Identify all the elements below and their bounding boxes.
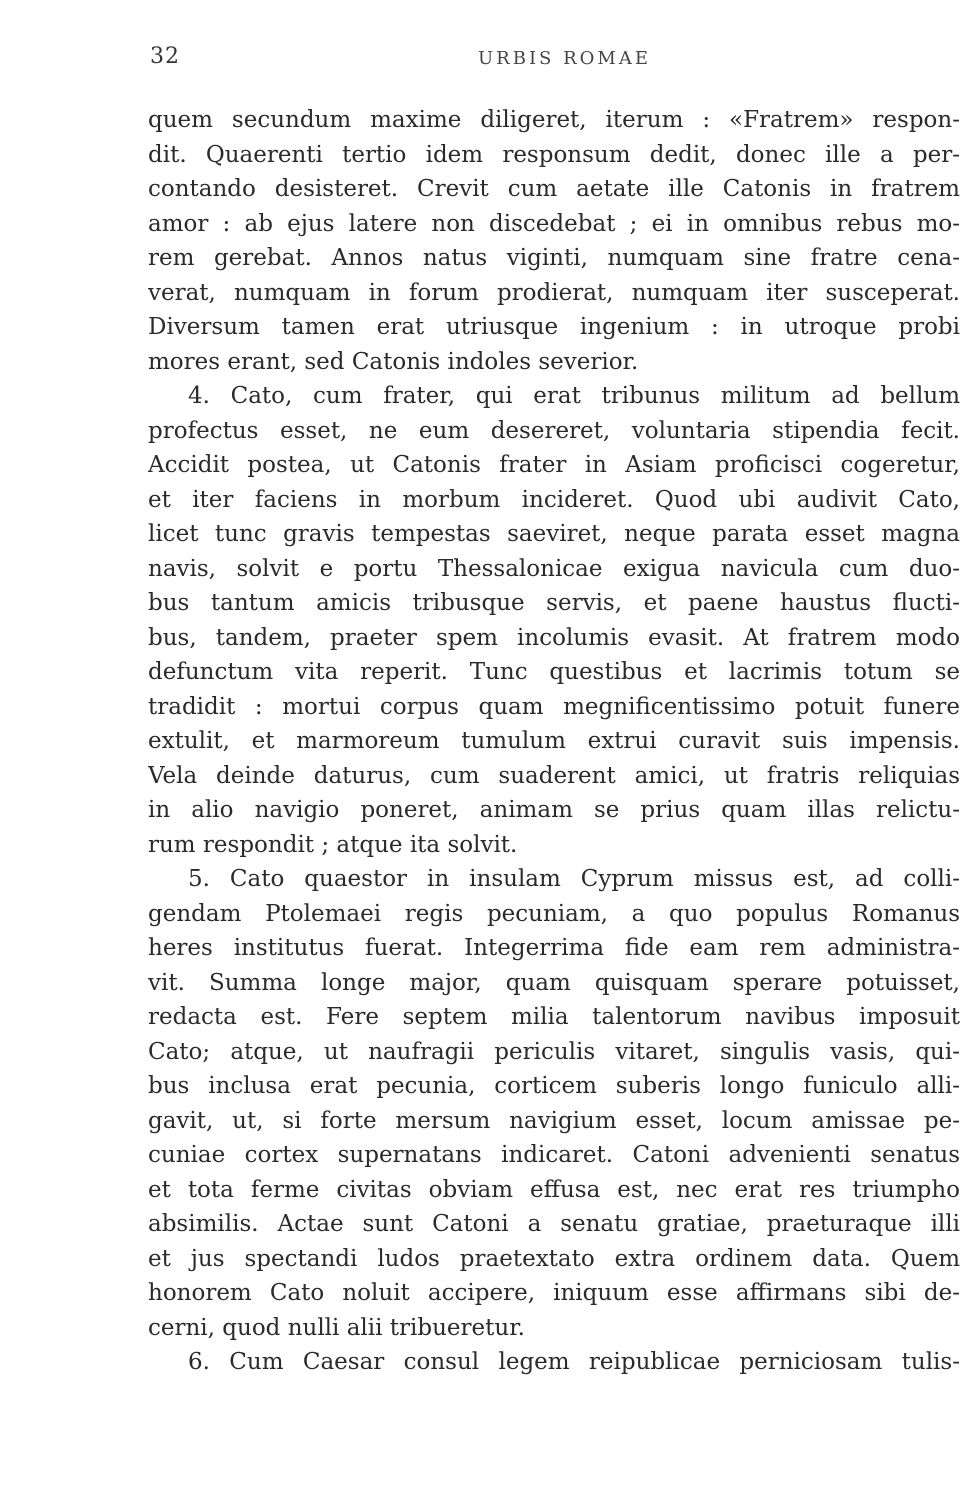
- text-line: 6. Cum Caesar consul legem reipublicae perniciosam tulis-: [188, 1349, 960, 1375]
- text-line: Vela deinde daturus, cum suaderent amici, ut fratris reliquias: [148, 762, 960, 789]
- running-head: URBIS ROMAE: [478, 48, 651, 69]
- text-line: dit. Quaerenti tertio idem responsum dedit, donec ille a per-: [148, 141, 960, 168]
- text-line: bus tantum amicis tribusque servis, et paene haustus flucti-: [148, 590, 960, 616]
- text-line: et jus spectandi ludos praetextato extra ordinem data. Quem: [148, 1245, 960, 1272]
- text-line: defunctum vita reperit. Tunc questibus et lacrimis totum se: [148, 659, 960, 685]
- text-line: gavit, ut, si forte mersum navigium esset, locum amissae pe-: [148, 1107, 960, 1134]
- text-line: cuniae cortex supernatans indicaret. Catoni advenienti senatus: [148, 1142, 960, 1168]
- text-line: absimilis. Actae sunt Catoni a senatu gratiae, praeturaque illi: [148, 1211, 960, 1237]
- text-line: verat, numquam in forum prodierat, numquam iter susceperat.: [148, 279, 960, 306]
- text-line: profectus esset, ne eum desereret, voluntaria stipendia fecit.: [148, 417, 960, 444]
- text-line: gendam Ptolemaei regis pecuniam, a quo populus Romanus: [148, 900, 960, 927]
- page-number: 32: [150, 44, 180, 69]
- text-line: contando desisteret. Crevit cum aetate ille Catonis in fratrem: [148, 176, 960, 202]
- text-line: vit. Summa longe major, quam quisquam sperare potuisset,: [148, 969, 960, 996]
- text-line: honorem Cato noluit accipere, iniquum esse affirmans sibi de-: [148, 1280, 960, 1306]
- text-line: 5. Cato quaestor in insulam Cyprum missus est, ad colli-: [188, 866, 960, 892]
- text-line: Accidit postea, ut Catonis frater in Asiam proficisci cogeretur,: [148, 452, 960, 478]
- text-line: navis, solvit e portu Thessalonicae exigua navicula cum duo-: [148, 555, 960, 582]
- text-line: redacta est. Fere septem milia talentorum navibus imposuit: [148, 1004, 960, 1030]
- text-line: Diversum tamen erat utriusque ingenium : in utroque probi: [148, 314, 960, 340]
- text-line: tradidit : mortui corpus quam megnificentissimo potuit funere: [148, 693, 960, 720]
- text-line: bus, tandem, praeter spem incolumis evasit. At fratrem modo: [148, 624, 960, 651]
- body-text: [148, 103, 960, 1380]
- text-line: mores erant, sed Catonis indoles severior.: [148, 348, 639, 375]
- text-line: heres institutus fuerat. Integerrima fide eam rem administra-: [148, 935, 960, 961]
- text-line: cerni, quod nulli alii tribueretur.: [148, 1314, 525, 1341]
- text-line: amor : ab ejus latere non discedebat ; ei in omnibus rebus mo-: [148, 210, 960, 237]
- text-line: bus inclusa erat pecunia, corticem suberis longo funiculo alli-: [148, 1073, 960, 1099]
- text-line: et tota ferme civitas obviam effusa est, nec erat res triumpho: [148, 1176, 960, 1203]
- text-line: Cato; atque, ut naufragii periculis vitaret, singulis vasis, qui-: [148, 1038, 960, 1065]
- text-line: in alio navigio poneret, animam se prius quam illas relictu-: [148, 797, 960, 823]
- text-line: quem secundum maxime diligeret, iterum : «Fratrem» respon-: [148, 107, 960, 133]
- text-line: et iter faciens in morbum incideret. Quod ubi audivit Cato,: [148, 486, 960, 513]
- text-line: rum respondit ; atque ita solvit.: [148, 831, 518, 858]
- text-line: 4. Cato, cum frater, qui erat tribunus militum ad bellum: [188, 383, 960, 409]
- text-line: extulit, et marmoreum tumulum extrui curavit suis impensis.: [148, 728, 960, 754]
- text-line: licet tunc gravis tempestas saeviret, neque parata esset magna: [148, 521, 960, 547]
- text-line: rem gerebat. Annos natus viginti, numquam sine fratre cena-: [148, 245, 960, 271]
